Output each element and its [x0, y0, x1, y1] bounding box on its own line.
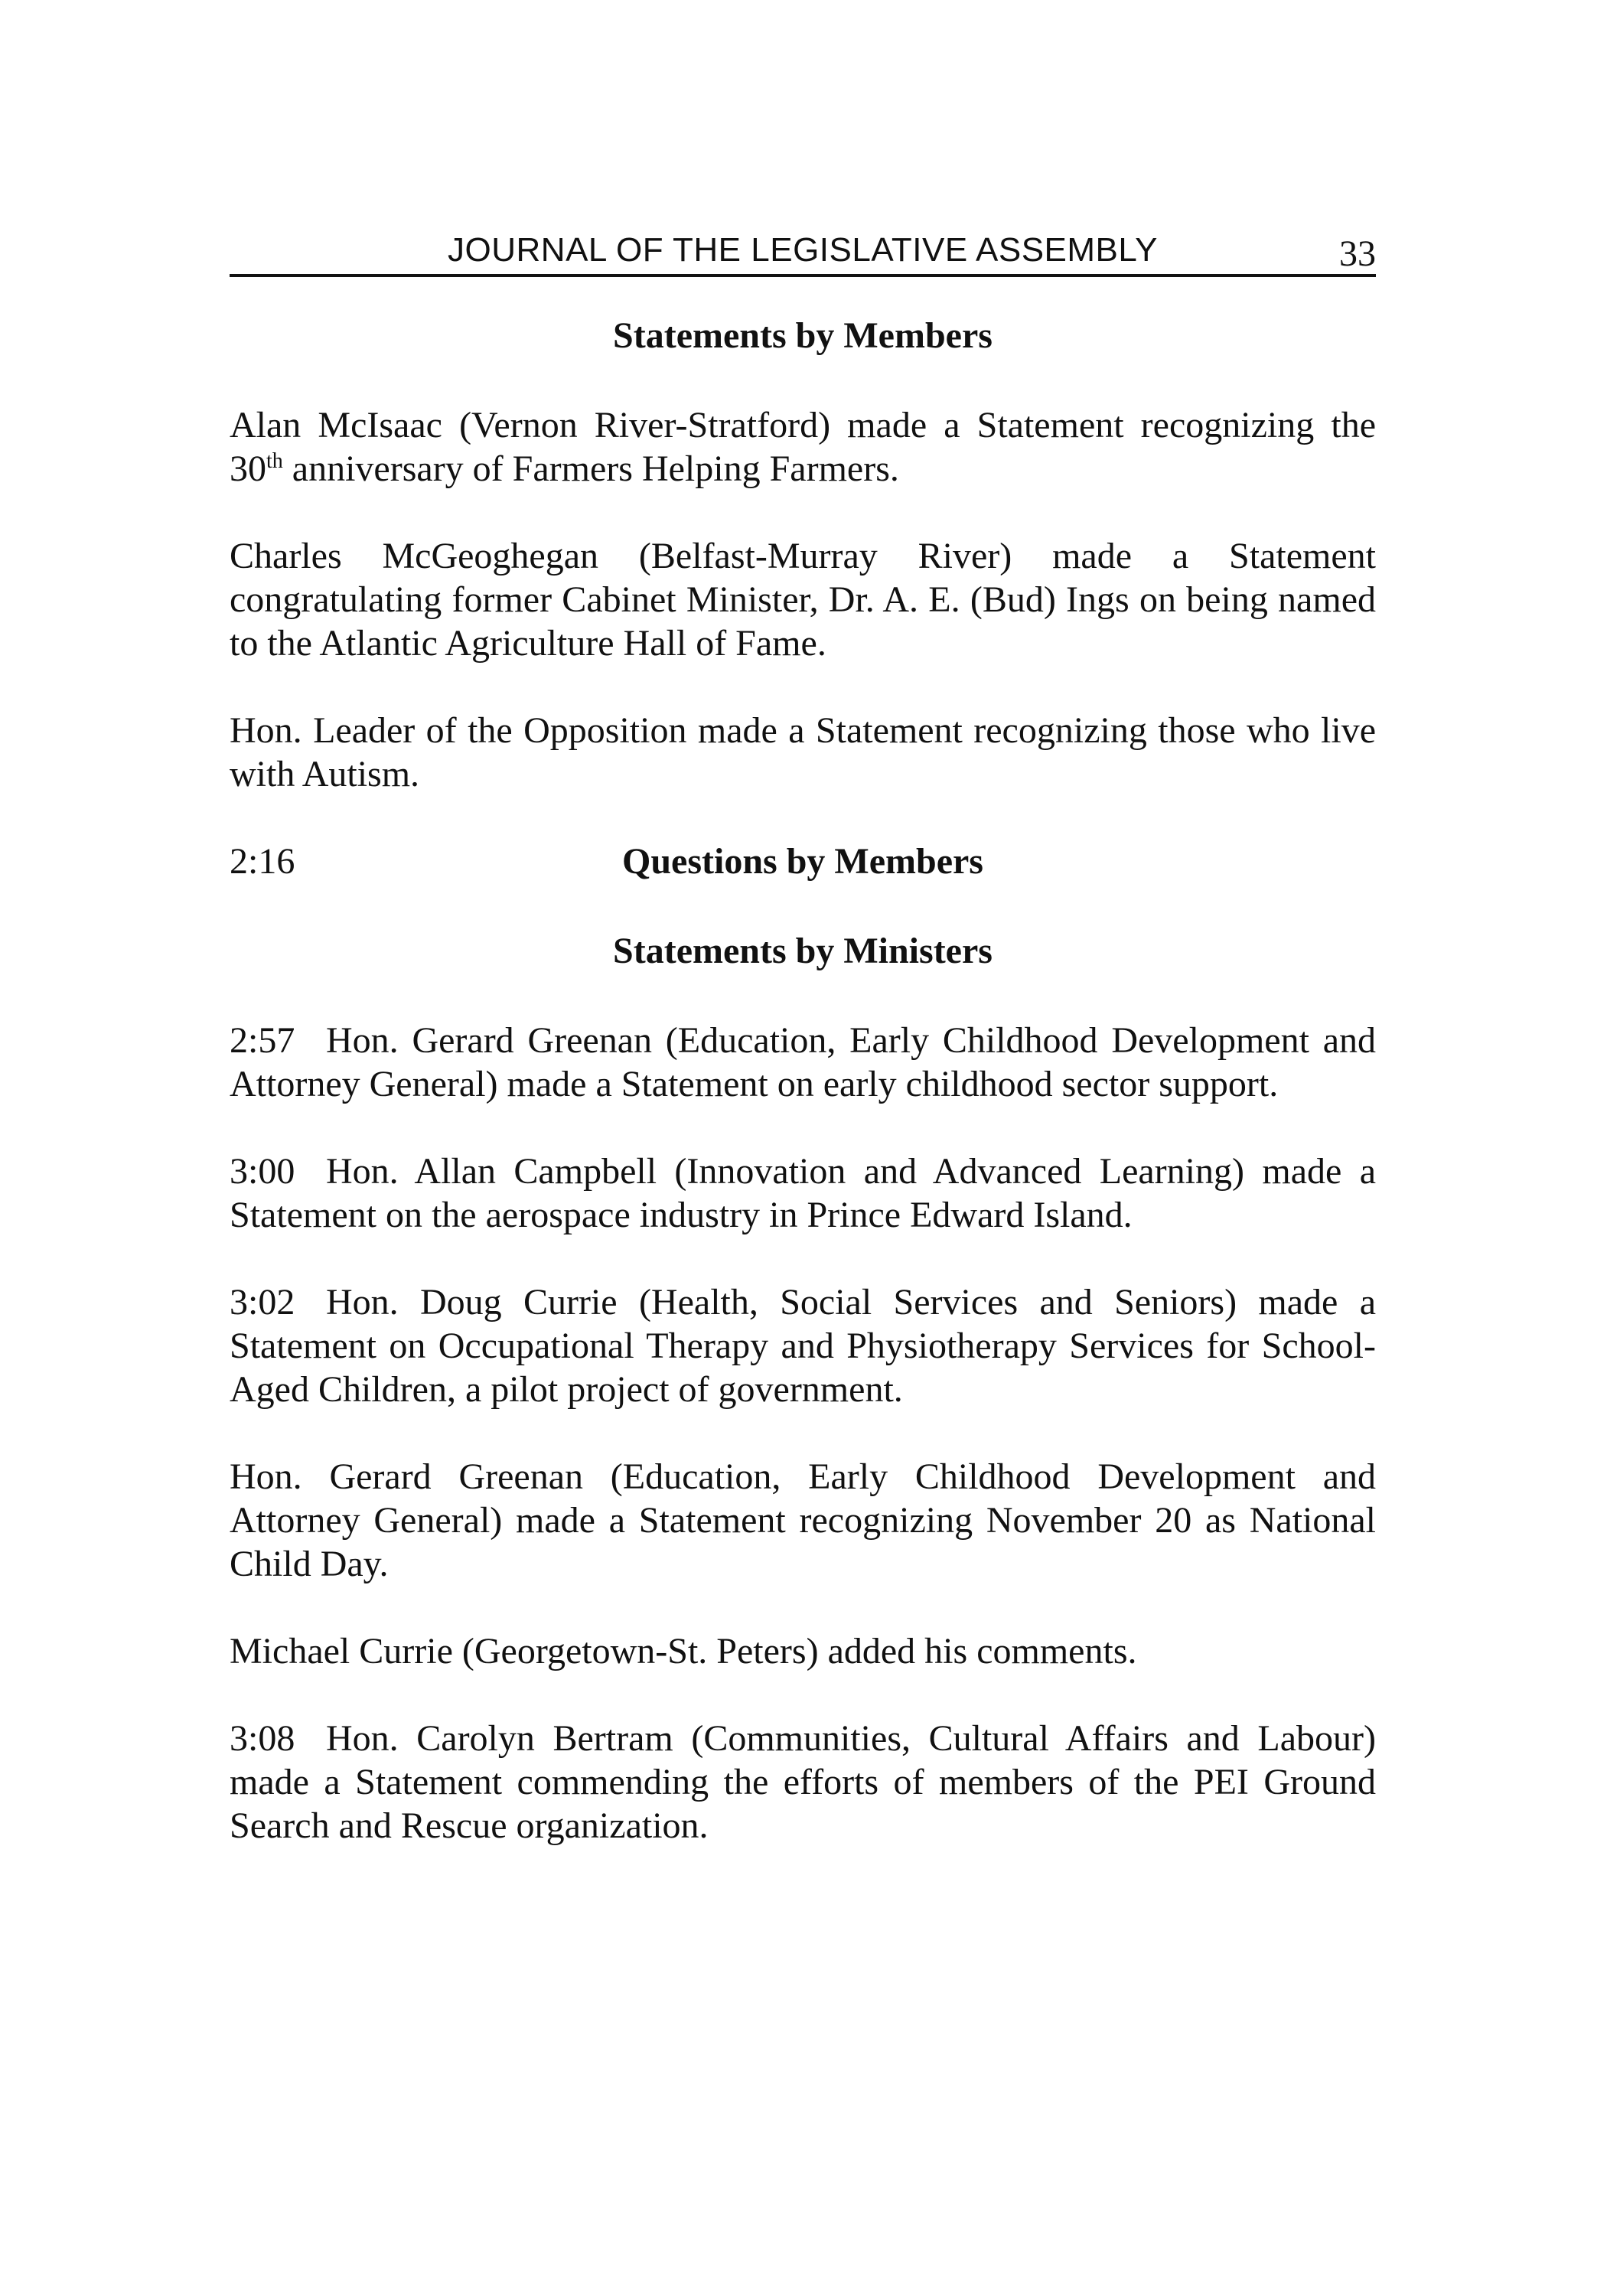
entry-text: Hon. Carolyn Bertram (Communities, Cultural Affairs and Labour) made a Statement commending the efforts of members of the PEI Ground Search and Rescue organization. [230, 1718, 1376, 1846]
minister-statement [230, 1280, 1376, 1411]
questions-row [230, 840, 1376, 883]
journal-body [230, 314, 1376, 1891]
entry-time: 3:02 [230, 1282, 295, 1322]
minister-statement [230, 1019, 1376, 1106]
entry-time: 2:57 [230, 1020, 295, 1061]
entry-text: Hon. Doug Currie (Health, Social Services and Seniors) made a Statement on Occupational Therapy and Physiotherapy Services for School-Aged Children, a pilot project of government. [230, 1282, 1376, 1410]
running-header [230, 230, 1376, 277]
entry-text: Michael Currie (Georgetown-St. Peters) added his comments. [230, 1631, 1137, 1671]
minister-statement [230, 1455, 1376, 1586]
journal-title: JOURNAL OF THE LEGISLATIVE ASSEMBLY [448, 231, 1158, 269]
page-number: 33 [1339, 233, 1376, 274]
section-heading-questions-by-members: Questions by Members [622, 841, 983, 882]
member-comment [230, 1629, 1376, 1673]
section-heading-statements-by-members: Statements by Members [613, 315, 993, 356]
section-heading-statements-by-ministers: Statements by Ministers [613, 931, 993, 971]
entry-time: 3:08 [230, 1718, 295, 1759]
entry-text: Hon. Allan Campbell (Innovation and Advanced Learning) made a Statement on the aerospace industry in Prince Edward Island. [230, 1151, 1376, 1235]
entry-text: Hon. Gerard Greenan (Education, Early Childhood Development and Attorney General) made a Statement on early childhood sector support. [230, 1020, 1376, 1104]
statement-mcisaac-text: Alan McIsaac (Vernon River-Stratford) made a Statement recognizing the 30 [230, 405, 1376, 489]
statement-mcisaac-text-end: anniversary of Farmers Helping Farmers. [282, 448, 899, 489]
entry-text: Hon. Gerard Greenan (Education, Early Childhood Development and Attorney General) made a Statement recognizing November 20 as National Child Day. [230, 1456, 1376, 1584]
questions-time: 2:16 [230, 841, 295, 882]
statement-mcgeoghegan: Charles McGeoghegan (Belfast-Murray River) made a Statement congratulating former Cabinet Minister, Dr. A. E. (Bud) Ings on being named to the Atlantic Agriculture Hall of Fame. [230, 536, 1376, 664]
entry-time: 3:00 [230, 1151, 295, 1192]
minister-statement [230, 1717, 1376, 1848]
statement-leader-opposition: Hon. Leader of the Opposition made a Statement recognizing those who live with Autism. [230, 710, 1376, 794]
statement-mcisaac [230, 403, 1376, 491]
minister-statement [230, 1150, 1376, 1237]
ordinal-suffix: th [266, 449, 283, 473]
